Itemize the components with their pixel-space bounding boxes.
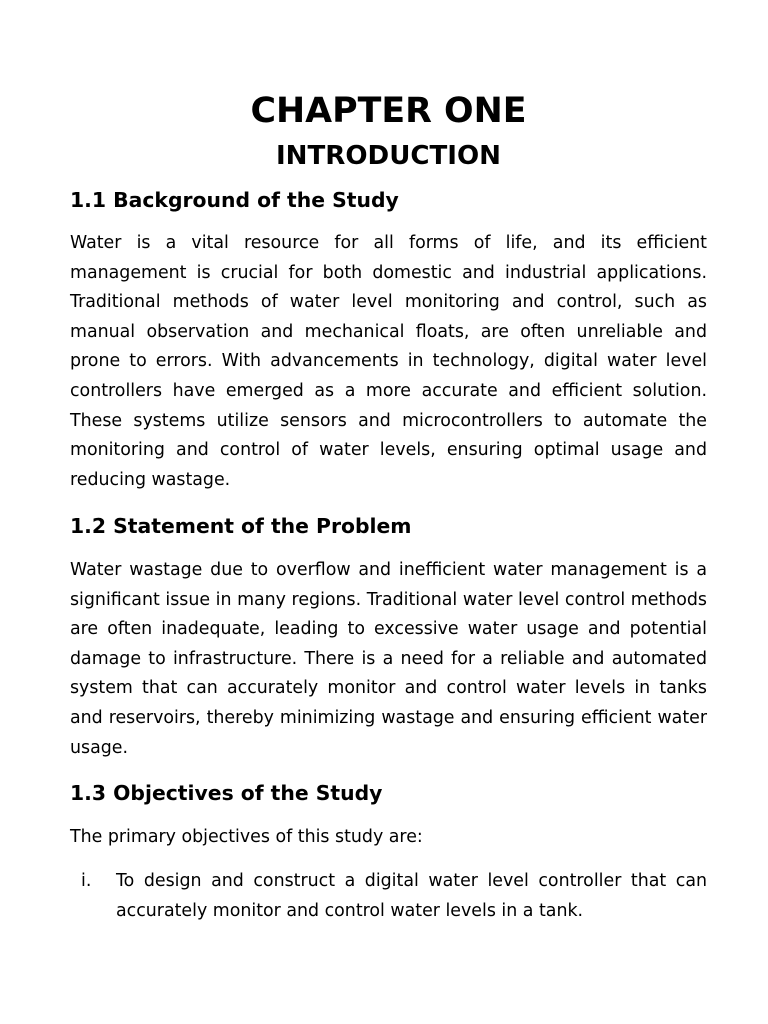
chapter-subtitle: INTRODUCTION	[275, 141, 501, 171]
section-paragraph-problem: Water wastage due to overflow and inefficient water management is a significant issue in many regions. Traditional water level control methods are often inadequate, leading to excessive water usage and potential damage to infrastructure. There is a need for a reliable and automated system that can accurately monitor and control water levels in tanks and reservoirs, thereby minimizing wastage and ensuring efficient water usage.	[70, 560, 707, 758]
chapter-title: CHAPTER ONE	[250, 91, 527, 131]
objectives-intro: The primary objectives of this study are:	[70, 827, 423, 847]
section-heading-problem: 1.2 Statement of the Problem	[70, 514, 412, 538]
objective-item-text: To design and construct a digital water level controller that can accurately monitor and control water levels in a tank.	[116, 871, 707, 921]
list-marker: i.	[81, 871, 92, 891]
section-heading-objectives: 1.3 Objectives of the Study	[70, 781, 383, 805]
section-heading-background: 1.1 Background of the Study	[70, 188, 399, 212]
section-paragraph-background: Water is a vital resource for all forms of life, and its efficient management is crucial for both domestic and industrial applications. Traditional methods of water level monitoring and control, such as manual observation and mechanical floats, are often unreliable and prone to errors. With advancements in technology, digital water level controllers have emerged as a more accurate and efficient solution. These systems utilize sensors and microcontrollers to automate the monitoring and control of water levels, ensuring optimal usage and reducing wastage.	[70, 233, 707, 490]
document-page	[70, 0, 707, 1024]
objective-item	[70, 867, 707, 926]
